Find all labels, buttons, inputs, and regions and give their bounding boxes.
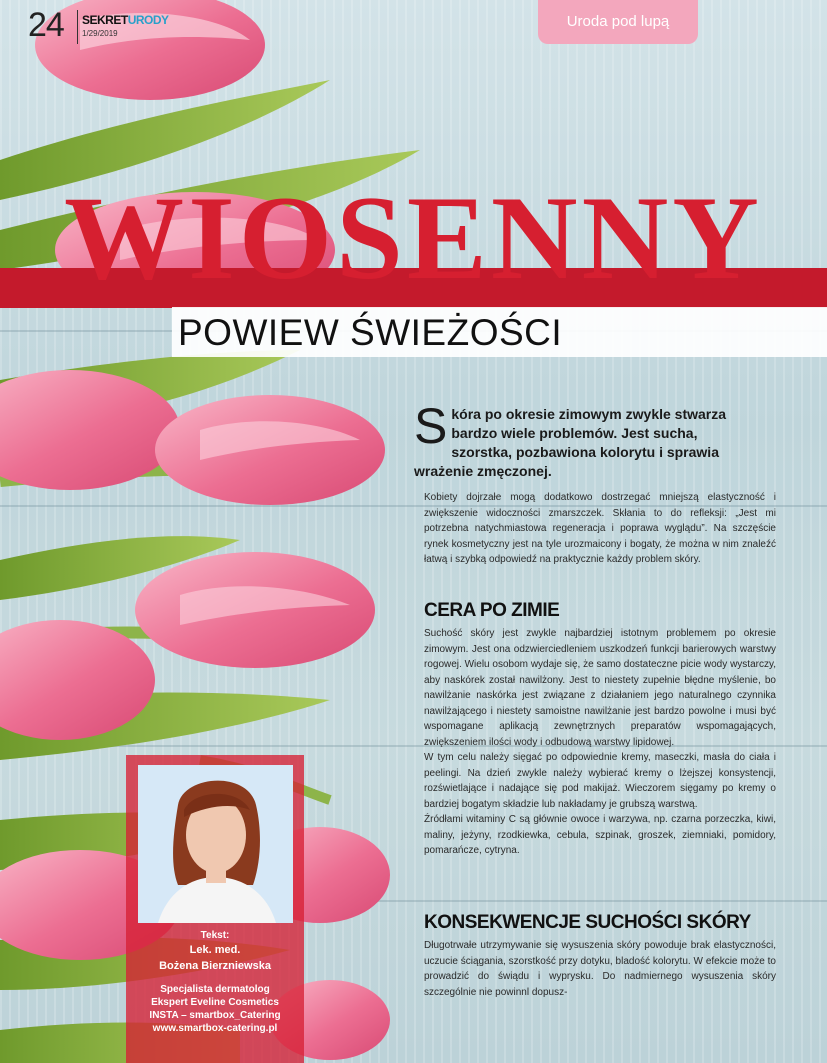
section-body-konsekwencje: Długotrwałe utrzymywanie się wysuszenia skóry powoduje brak elastyczności, uczucie ściągania, szorstkość przy dotyku, bladość kolorytu. W efekcie może to prowadzić do świądu i wyprysku. Do nadmiernego wysuszenia skóry szczególnie nie powinnl dopusz- bbox=[424, 940, 776, 998]
author-role-line: www.smartbox-catering.pl bbox=[152, 1023, 278, 1034]
page-number: 24 bbox=[28, 6, 64, 44]
section-body-cera bbox=[424, 626, 776, 859]
article-subtitle: POWIEW ŚWIEŻOŚCI bbox=[178, 312, 563, 353]
magazine-brand bbox=[82, 13, 169, 27]
article-lead bbox=[414, 398, 752, 481]
section-heading-konsekwencje: KONSEKWENCJE SUCHOŚCI SKÓRY bbox=[424, 912, 751, 933]
author-portrait bbox=[138, 765, 293, 923]
section-heading-cera: CERA PO ZIMIE bbox=[424, 600, 560, 621]
paragraph: Suchość skóry jest zwykle najbardziej istotnym problemem po okresie zimowym. Jest ona odzwierciedleniem uszkodzeń funkcji barierowych warstwy rogowej. Wielu osobom wydaje się, że samo dostateczne picie wody wystarczy, aby naskórek został nawilżony. Jest to niestety zupełnie błędne myślenie, bo nawilżanie naskórka jest związane z działaniem jego naturalnego czynnika nawilżającego i niestety samoistne nawilżanie jest bardzo powolne i musi być wspomagane aplikacją zewnętrznych preparatów wspomagających, zwiększeniem ilości wody i odbudową warstwy lipidowej. bbox=[424, 628, 776, 748]
paragraph: W tym celu należy sięgać po odpowiednie kremy, maseczki, masła do ciała i peelingi. Na dzień zwykle należy wybierać kremy o lżejszej konsystencji, rozświetlające i nadające się pod makijaż. Wieczorem sięgamy po kremy o bardziej bogatym składzie lub nakładamy je grubszą warstwą. bbox=[424, 752, 776, 810]
author-label: Tekst: bbox=[200, 930, 230, 941]
author-photo bbox=[138, 765, 293, 923]
brand-prefix: SEKRET bbox=[82, 13, 128, 27]
author-title: Lek. med. bbox=[189, 944, 241, 956]
header-divider bbox=[77, 10, 78, 44]
section-tag: Uroda pod lupą bbox=[538, 0, 698, 44]
intro-paragraph: Kobiety dojrzałe mogą dodatkowo dostrzegać mniejszą elastyczność i zwiększenie widoczności zmarszczek. Skłania to do refleksji: „Jest mi potrzebna natychmiastowa regeneracja i poprawa wyglądu”. Na szczęście rynek kosmetyczny jest na tyle urozmaicony i bogaty, że można w nim znaleźć łatwą i szybką odpowiedź na praktycznie każdy problem skóry. bbox=[424, 492, 776, 565]
brand-accent: URODY bbox=[127, 13, 169, 27]
author-role-line: INSTA – smartbox_Catering bbox=[149, 1010, 281, 1021]
drop-cap: S bbox=[414, 398, 448, 454]
author-credentials bbox=[126, 983, 304, 1035]
author-name: Bożena Bierzniewska bbox=[159, 960, 271, 972]
article-title: WIOSENNY bbox=[64, 171, 763, 304]
author-role-line: Ekspert Eveline Cosmetics bbox=[151, 997, 279, 1008]
paragraph: Źródłami witaminy C są głównie owoce i warzywa, np. czarna porzeczka, kiwi, maliny, jeżyny, rzodkiewka, cebula, szpinak, groszek, ziemniaki, pomidory, pomarańcze, cytryna. bbox=[424, 814, 776, 856]
lead-text: kóra po okresie zimowym zwykle stwarza bardzo wiele problemów. Jest sucha, szorstka, pozbawiona kolorytu i sprawia wrażenie zmęczonej. bbox=[414, 406, 727, 479]
author-role-line: Specjalista dermatolog bbox=[160, 984, 270, 995]
issue-number: 1/29/2019 bbox=[82, 29, 118, 38]
